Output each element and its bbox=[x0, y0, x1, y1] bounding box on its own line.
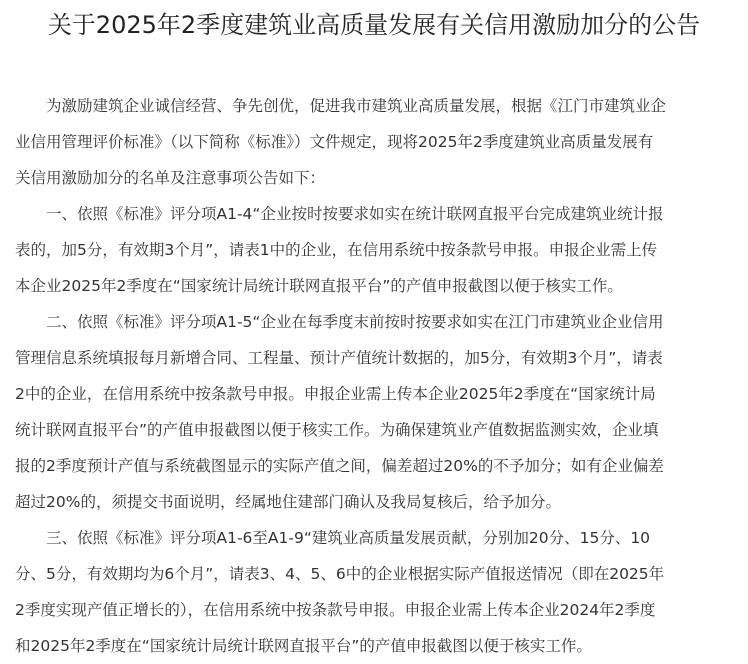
announcement-body bbox=[15, 88, 733, 664]
body-line: 管理信息系统填报每月新增合同、工程量、预计产值统计数据的，加5分，有效期3个月”，请表 bbox=[15, 349, 663, 367]
body-line: 2中的企业，在信用系统中按条款号申报。申报企业需上传本企业2025年2季度在“国家统计局 bbox=[15, 385, 656, 403]
body-line: 表的，加5分，有效期3个月”，请表1中的企业，在信用系统中按条款号申报。申报企业需上传 bbox=[15, 241, 658, 259]
body-line: 一、依照《标准》评分项A1-4“企业按时按要求如实在统计联网直报平台完成建筑业统计报 bbox=[15, 205, 664, 223]
body-line: 报的2季度预计产值与系统截图显示的实际产值之间，偏差超过20%的不予加分；如有企业偏差 bbox=[15, 457, 664, 475]
body-line: 分、5分，有效期均为6个月”，请表3、4、5、6中的企业根据实际产值报送情况（即在2025年 bbox=[15, 565, 665, 583]
body-line: 和2025年2季度在“国家统计局统计联网直报平台”的产值申报截图以便于核实工作。 bbox=[15, 637, 592, 655]
page-title: 关于2025年2季度建筑业高质量发展有关信用激励加分的公告 bbox=[47, 11, 701, 39]
body-line: 超过20%的，须提交书面说明，经属地住建部门确认及我局复核后，给予加分。 bbox=[15, 493, 561, 511]
body-line: 为激励建筑企业诚信经营、争先创优，促进我市建筑业高质量发展，根据《江门市建筑业企 bbox=[15, 97, 667, 115]
body-line: 2季度实现产值正增长的），在信用系统中按条款号申报。申报企业需上传本企业2024年2季度 bbox=[15, 601, 656, 619]
body-line: 三、依照《标准》评分项A1-6至A1-9“建筑业高质量发展贡献，分别加20分、15分、10 bbox=[15, 529, 651, 547]
body-line: 统计联网直报平台”的产值申报截图以便于核实工作。为确保建筑业产值数据监测实效，企业填 bbox=[15, 421, 659, 439]
body-line: 业信用管理评价标准》（以下简称《标准》）文件规定，现将2025年2季度建筑业高质量发展有 bbox=[15, 133, 654, 151]
body-line: 本企业2025年2季度在“国家统计局统计联网直报平台”的产值申报截图以便于核实工作。 bbox=[15, 277, 623, 295]
body-line: 二、依照《标准》评分项A1-5“企业在每季度末前按时按要求如实在江门市建筑业企业信用 bbox=[15, 313, 664, 331]
body-line: 关信用激励加分的名单及注意事项公告如下： bbox=[15, 169, 326, 187]
